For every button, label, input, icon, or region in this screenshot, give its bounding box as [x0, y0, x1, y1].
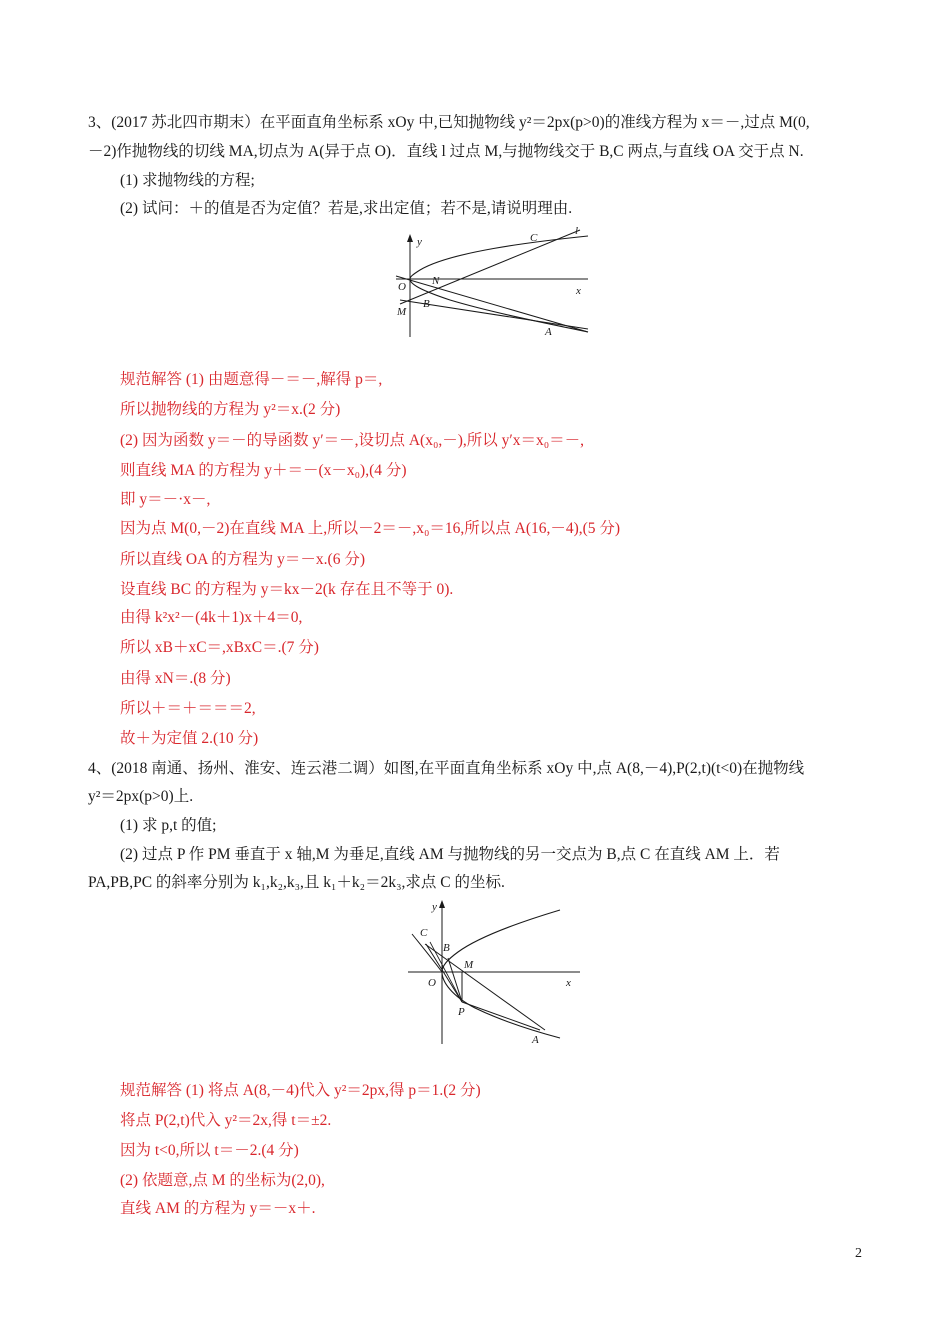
p4-y-arrow [439, 900, 445, 908]
p3-label-l: l [575, 225, 579, 237]
p3-label-c: C [530, 232, 538, 244]
p3-solution-line: 故＋为定值 2.(10 分) [120, 730, 259, 747]
p3-solution-line: 所以 xB＋xC＝,xBxC＝.(7 分) [120, 639, 319, 656]
p3-y-arrow [407, 234, 413, 242]
p3-solution-line: 所以＋＝＋＝＝＝2, [120, 700, 256, 717]
p4-line1: 4、(2018 南通、扬州、淮安、连云港二调）如图,在平面直角坐标系 xOy 中,点 A(8,－4),P(2,t)(t<0)在抛物线 [88, 760, 805, 777]
p3-solution-line: 则直线 MA 的方程为 y＋＝－(x－x₀),(4 分) [120, 462, 407, 479]
p4-parabola [442, 910, 560, 1038]
p3-label-n: N [432, 275, 440, 287]
p3-solution-line: 由得 k²x²－(4k＋1)x＋4＝0, [120, 609, 303, 626]
p4-label-b: B [443, 942, 450, 954]
p3-label-o: O [398, 281, 406, 293]
p3-line-l [400, 230, 580, 304]
p4-question1: (1) 求 p,t 的值; [120, 817, 217, 834]
p3-label-x: x [576, 285, 581, 297]
p4-label-a: A [532, 1034, 539, 1046]
p3-figure [390, 222, 595, 340]
p4-label-y: y [432, 901, 437, 913]
p3-solution-line: 设直线 BC 的方程为 y＝kx－2(k 存在且不等于 0). [120, 581, 454, 598]
p4-segment-pa [462, 1002, 540, 1030]
p4-solution-line: 因为 t<0,所以 t＝－2.(4 分) [120, 1142, 299, 1159]
p4-label-m: M [464, 959, 474, 971]
p3-solution-line: 由得 xN＝.(8 分) [120, 670, 231, 687]
p3-label-b: B [423, 298, 430, 310]
p3-solution-line: 因为点 M(0,－2)在直线 MA 上,所以－2＝－,x₀＝16,所以点 A(16,－4),(5 分) [120, 520, 621, 537]
p4-figure [400, 896, 590, 1048]
p3-question2: (2) 试问：＋的值是否为定值？若是,求出定值；若不是,请说明理由. [120, 200, 573, 217]
p3-solution-line: 所以直线 OA 的方程为 y＝－x.(6 分) [120, 551, 365, 568]
p4-question2a: (2) 过点 P 作 PM 垂直于 x 轴,M 为垂足,直线 AM 与抛物线的另一交点为 B,点 C 在直线 AM 上．若 [120, 846, 780, 863]
p3-label-m: M [397, 306, 407, 318]
p3-solution-line: 即 y＝－·x－, [120, 491, 211, 508]
p4-line2: y²＝2px(p>0)上. [88, 788, 194, 805]
p4-line-am [425, 944, 545, 1030]
p3-question1: (1) 求抛物线的方程; [120, 172, 255, 189]
page-number: 2 [855, 1246, 862, 1261]
p3-line1: 3、(2017 苏北四市期末）在平面直角坐标系 xOy 中,已知抛物线 y²＝2px(p>0)的准线方程为 x＝－,过点 M(0, [88, 114, 810, 131]
p3-solution-line: 规范解答 (1) 由题意得－＝－,解得 p＝, [120, 371, 383, 388]
p3-solution-line: 所以抛物线的方程为 y²＝x.(2 分) [120, 401, 341, 418]
p4-label-o: O [428, 977, 436, 989]
p4-label-p: P [458, 1006, 465, 1018]
p3-label-y: y [417, 236, 422, 248]
p3-line2: －2)作抛物线的切线 MA,切点为 A(异于点 O)．直线 l 过点 M,与抛物线交于 B,C 两点,与直线 OA 交于点 N. [88, 143, 804, 160]
p4-label-x: x [566, 977, 571, 989]
p4-question2b: PA,PB,PC 的斜率分别为 k₁,k₂,k₃,且 k₁＋k₂＝2k₃,求点 C 的坐标. [88, 874, 505, 891]
p4-solution-line: 规范解答 (1) 将点 A(8,－4)代入 y²＝2px,得 p＝1.(2 分) [120, 1082, 481, 1099]
p4-label-c: C [420, 927, 428, 939]
p3-solution-line: (2) 因为函数 y＝－的导函数 y′＝－,设切点 A(x₀,－),所以 y′x＝x₀＝－, [120, 432, 585, 449]
p4-solution-line: (2) 依题意,点 M 的坐标为(2,0), [120, 1172, 325, 1189]
p4-solution-line: 将点 P(2,t)代入 y²＝2x,得 t＝±2. [120, 1112, 332, 1129]
p3-label-a: A [545, 326, 552, 338]
p4-solution-line: 直线 AM 的方程为 y＝－x＋. [120, 1200, 316, 1217]
